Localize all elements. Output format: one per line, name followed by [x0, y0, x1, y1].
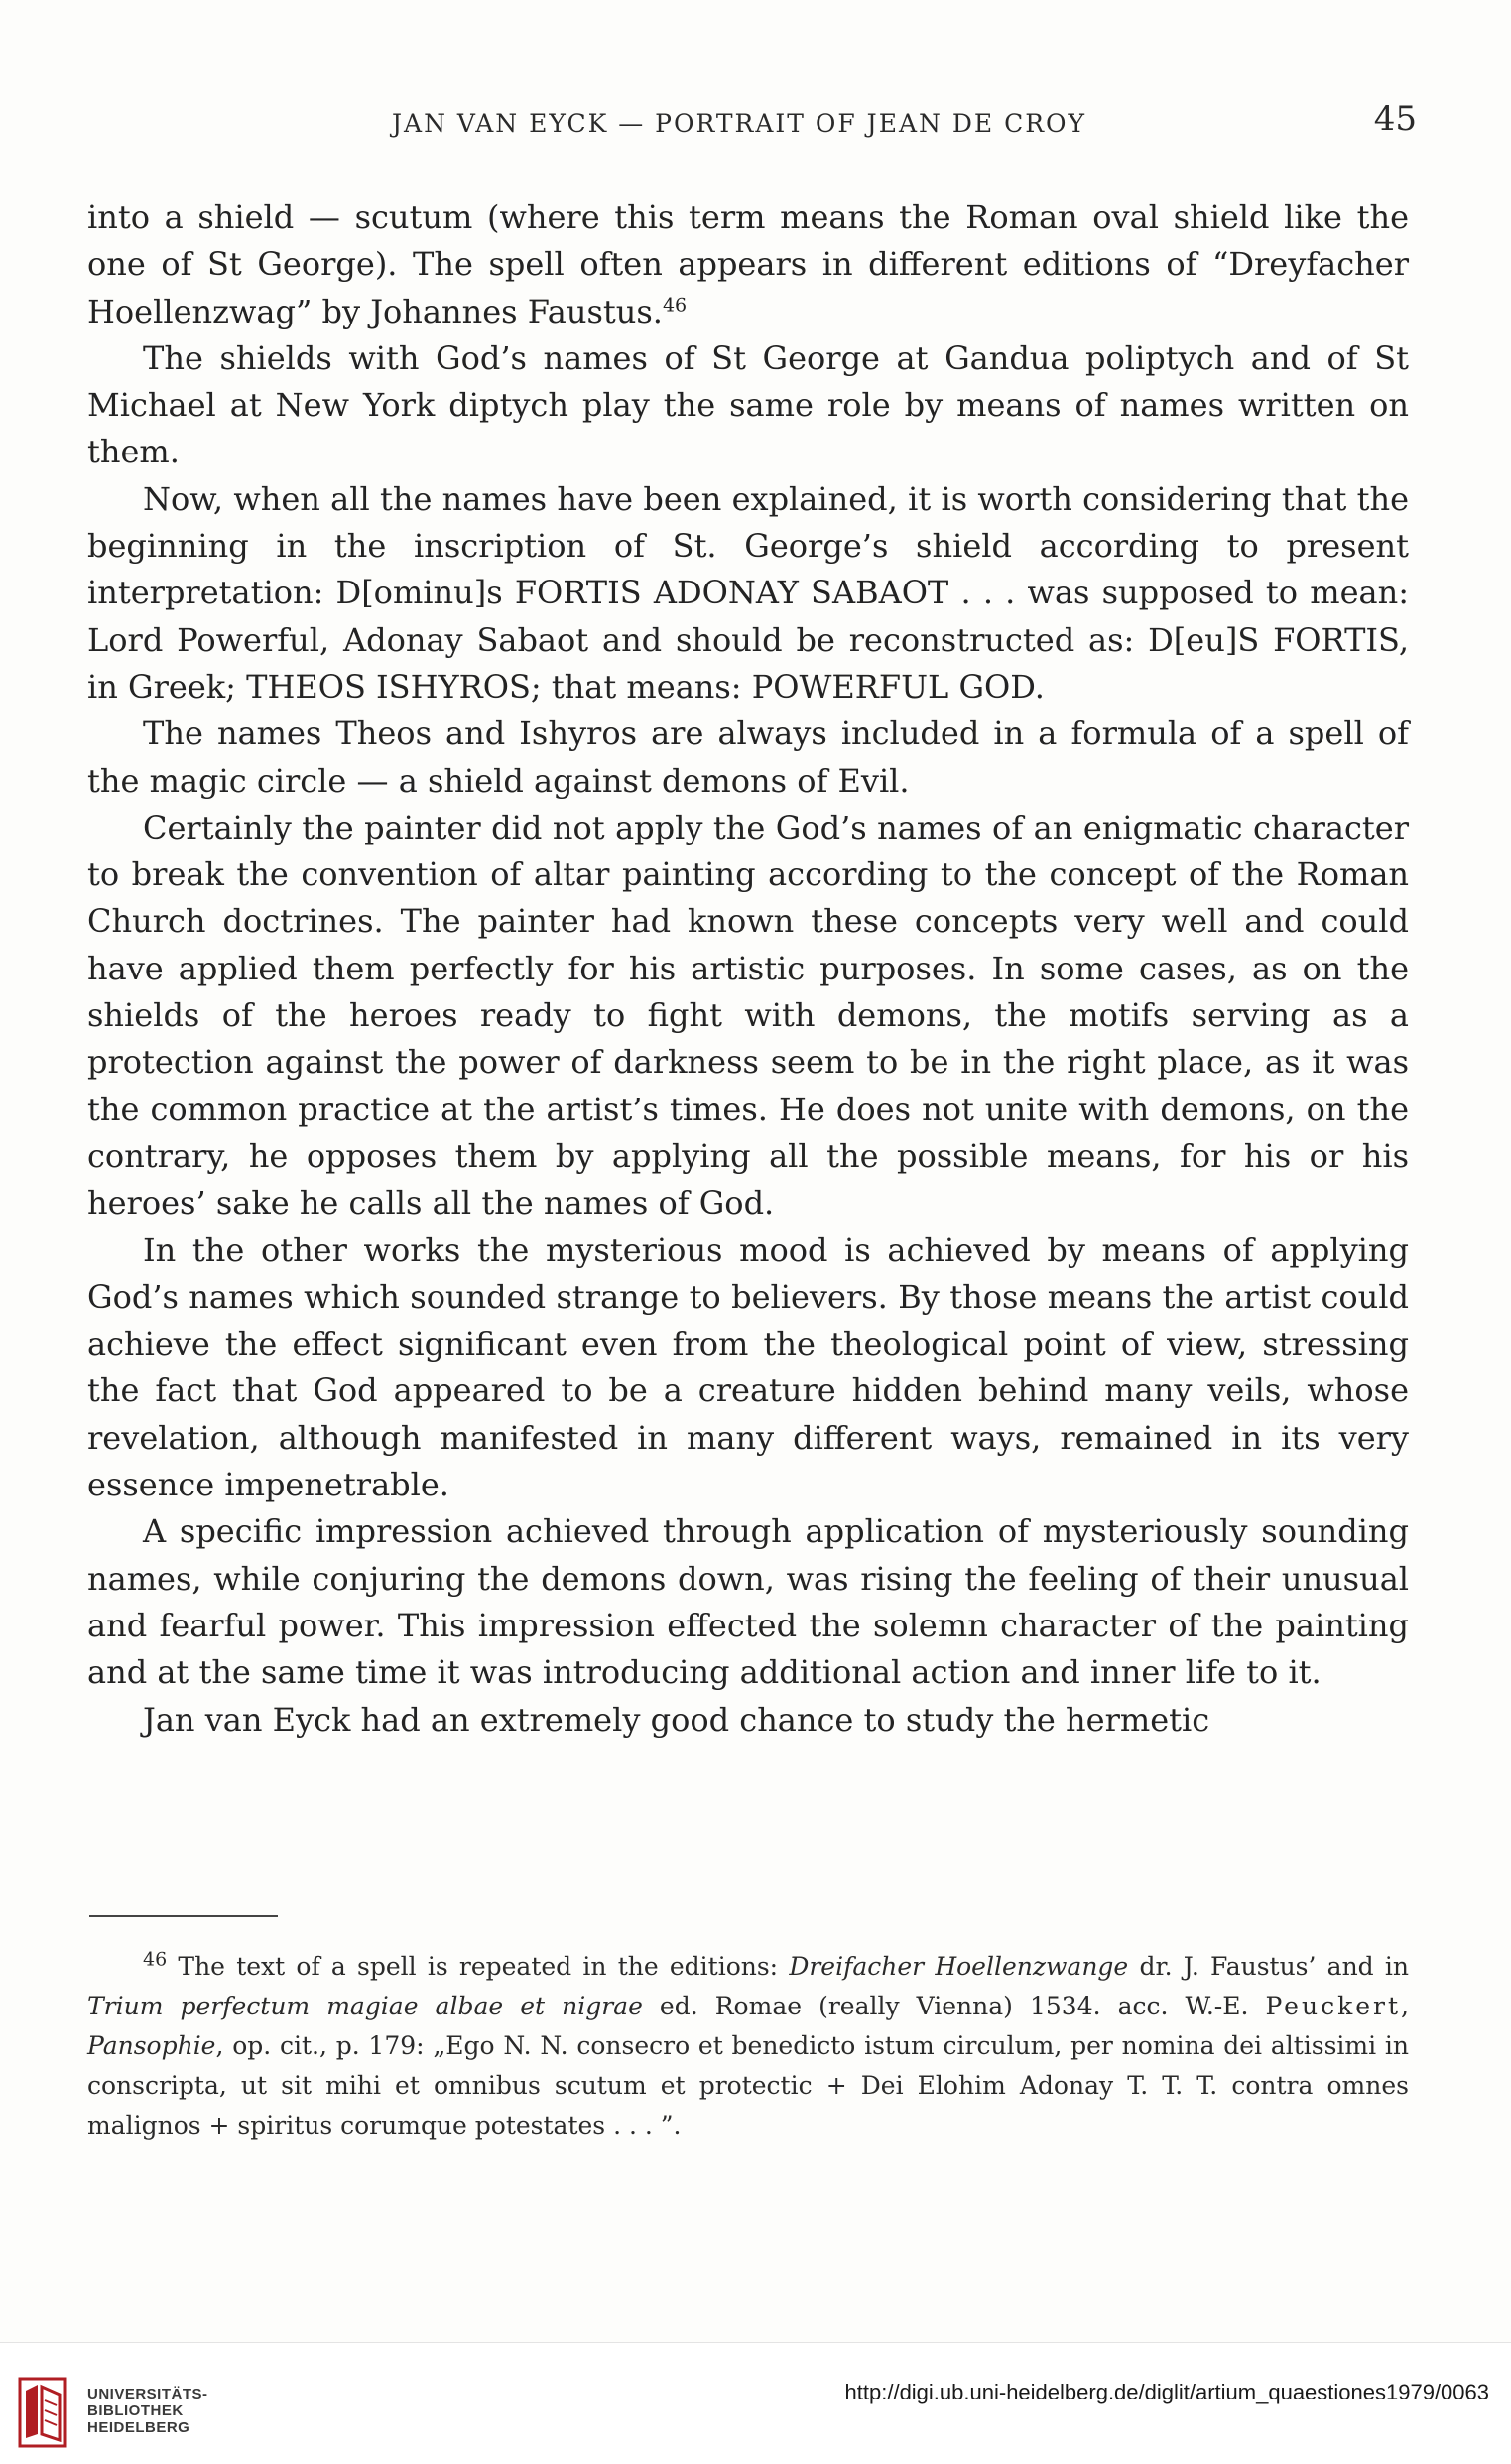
- paragraph: The names Theos and Ishyros are always included in a formula of a spell of the magic circle — a shield against demons of Evil.: [87, 714, 1409, 800]
- library-name-line: UNIVERSITÄTS-: [87, 2386, 208, 2402]
- paragraph: A specific impression achieved through application of mysteriously sounding names, while conjuring the demons down, was rising the feeling of their unusual and fearful power. This impression effected the solemn character of the painting and at the same time it was introducing additional action and inner life to it.: [87, 1512, 1409, 1692]
- page-number: 45: [1373, 99, 1417, 139]
- paragraph: [87, 195, 1409, 335]
- body-text: [87, 195, 1409, 1744]
- running-title: JAN VAN EYCK — PORTRAIT OF JEAN DE CROY: [392, 109, 1087, 138]
- footnote: [87, 1947, 1409, 2145]
- paragraph-text: into a shield — scutum (where this term means the Roman oval shield like the one of St George). The spell often appears in different editions of “Dreyfacher Hoellenzwag” by Johannes Faustus.: [87, 198, 1409, 330]
- footnote-text: , op. cit., p. 179: „Ego N. N. consecro et benedicto istum circulum, per nomina dei altissimi in conscripta, ut sit mihi et omnibus scutum et protectic + Dei Elohim Adonay T. T. T. contra omnes malignos + spiritus corumque potestates . . . ”.: [87, 2031, 1409, 2140]
- paragraph: Jan van Eyck had an extremely good chance to study the hermetic: [143, 1700, 1210, 1739]
- paragraph: The shields with God’s names of St George at Gandua poliptych and of St Michael at New York diptych play the same role by means of names written on them.: [87, 338, 1409, 471]
- footnote-text: ed. Romae (really Vienna) 1534. acc. W.-E.: [642, 1992, 1266, 2020]
- library-name-line: HEIDELBERG: [87, 2419, 190, 2436]
- library-logo-icon: [18, 2377, 67, 2448]
- paragraph: Certainly the painter did not apply the God’s names of an enigmatic character to break the convention of altar painting according to the concept of the Roman Church doctrines. The painter had known these concepts very well and could have applied them perfectly for his artistic purposes. In some cases, as on the shields of the heroes ready to fight with demons, the motifs serving as a protection against the power of darkness seem to be in the right place, as it was the common practice at the artist’s times. He does not unite with demons, on the contrary, he opposes them by applying all the possible means, for his or his heroes’ sake he calls all the names of God.: [87, 808, 1409, 1223]
- library-name-line: BIBLIOTHEK: [87, 2402, 184, 2419]
- library-name: [87, 2386, 208, 2436]
- footnote-title: Pansophie: [87, 2031, 216, 2060]
- footnote-title: Trium perfectum magiae albae et nigrae: [87, 1992, 643, 2020]
- footnote-title: Dreifacher Hoellenzwange: [789, 1952, 1129, 1981]
- footnote-text: The text of a spell is repeated in the editions:: [178, 1952, 790, 1981]
- footnote-rule: [89, 1915, 278, 1917]
- footnote-author: Peuckert: [1265, 1992, 1402, 2020]
- footnote-text: ,: [1401, 1992, 1409, 2020]
- footnote-ref: 46: [662, 293, 688, 316]
- paragraph: Now, when all the names have been explained, it is worth considering that the beginning in the inscription of St. George’s shield according to present interpretation: D[ominu]s FORTIS ADONAY SABAOT . . . was supposed to mean: Lord Powerful, Adonay Sabaot and should be reconstructed as: D[eu]S FORTIS, in Greek; THEOS ISHYROS; that means: POWERFUL GOD.: [87, 479, 1409, 706]
- paragraph: In the other works the mysterious mood is achieved by means of applying God’s names which sounded strange to believers. By those means the artist could achieve the effect significant even from the theological point of view, stressing the fact that God appeared to be a creature hidden behind many veils, whose revelation, although manifested in many different ways, remained in its very essence impenetrable.: [87, 1231, 1409, 1504]
- source-url[interactable]: http://digi.ub.uni-heidelberg.de/diglit/artium_quaestiones1979/0063: [844, 2380, 1489, 2404]
- footnote-text: dr. J. Faustus’ and in: [1128, 1952, 1409, 1981]
- footnote-number: 46: [143, 1948, 168, 1971]
